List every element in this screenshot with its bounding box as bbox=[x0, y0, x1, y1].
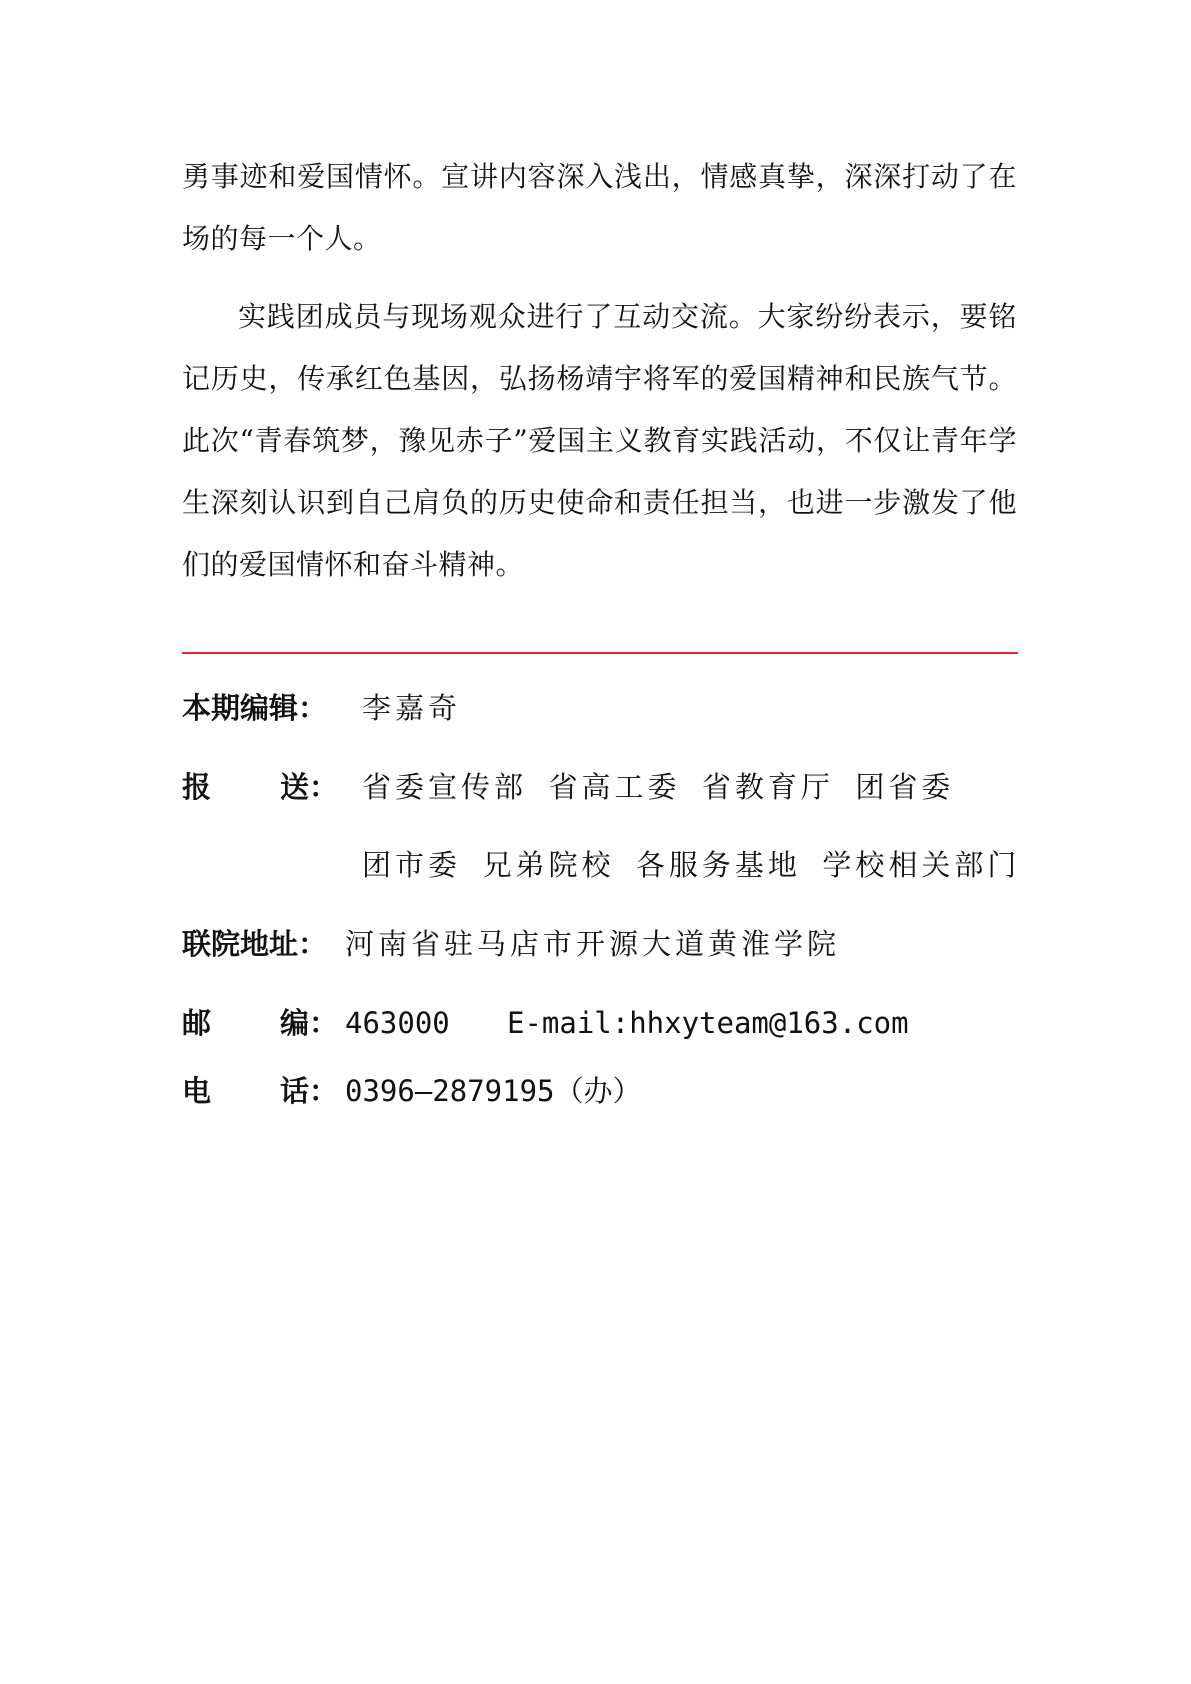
sent-to-label-left: 报 bbox=[182, 770, 212, 804]
sent-to-label-right: 送： bbox=[280, 770, 339, 804]
phone-label-right: 话： bbox=[280, 1074, 339, 1108]
address-label: 联院地址： bbox=[182, 927, 328, 961]
postcode-label-right: 编： bbox=[280, 1006, 339, 1040]
body-paragraph-2: 实践团成员与现场观众进行了互动交流。大家纷纷表示，要铭记历史，传承红色基因，弘扬杨靖宇将军的爱国精神和民族气节。此次“青春筑梦，豫见赤子”爱国主义教育实践活动，不仅让青年学生深刻认识到自己肩负的历史使命和责任担当，也进一步激发了他们的爱国情怀和奋斗精神。 bbox=[182, 300, 1017, 581]
red-divider-line bbox=[182, 652, 1018, 654]
body-paragraph-1: 勇事迹和爱国情怀。宣讲内容深入浅出，情感真挚，深深打动了在场的每一个人。 bbox=[182, 160, 1017, 255]
postcode-value: 463000 bbox=[345, 1006, 450, 1040]
sent-to-line-2: 团市委 兄弟院校 各服务基地 学校相关部门 bbox=[362, 848, 1021, 882]
phone-value: 0396—2879195（办） bbox=[345, 1074, 642, 1108]
address-value: 河南省驻马店市开源大道黄淮学院 bbox=[345, 927, 841, 961]
editor-value: 李嘉奇 bbox=[362, 691, 462, 725]
postcode-label-left: 邮 bbox=[182, 1006, 212, 1040]
editor-label: 本期编辑： bbox=[182, 691, 328, 725]
phone-label-left: 电 bbox=[182, 1074, 212, 1108]
email-value: E-mail:hhxyteam@163.com bbox=[507, 1006, 909, 1040]
sent-to-line-1: 省委宣传部 省高工委 省教育厅 团省委 bbox=[362, 770, 955, 804]
